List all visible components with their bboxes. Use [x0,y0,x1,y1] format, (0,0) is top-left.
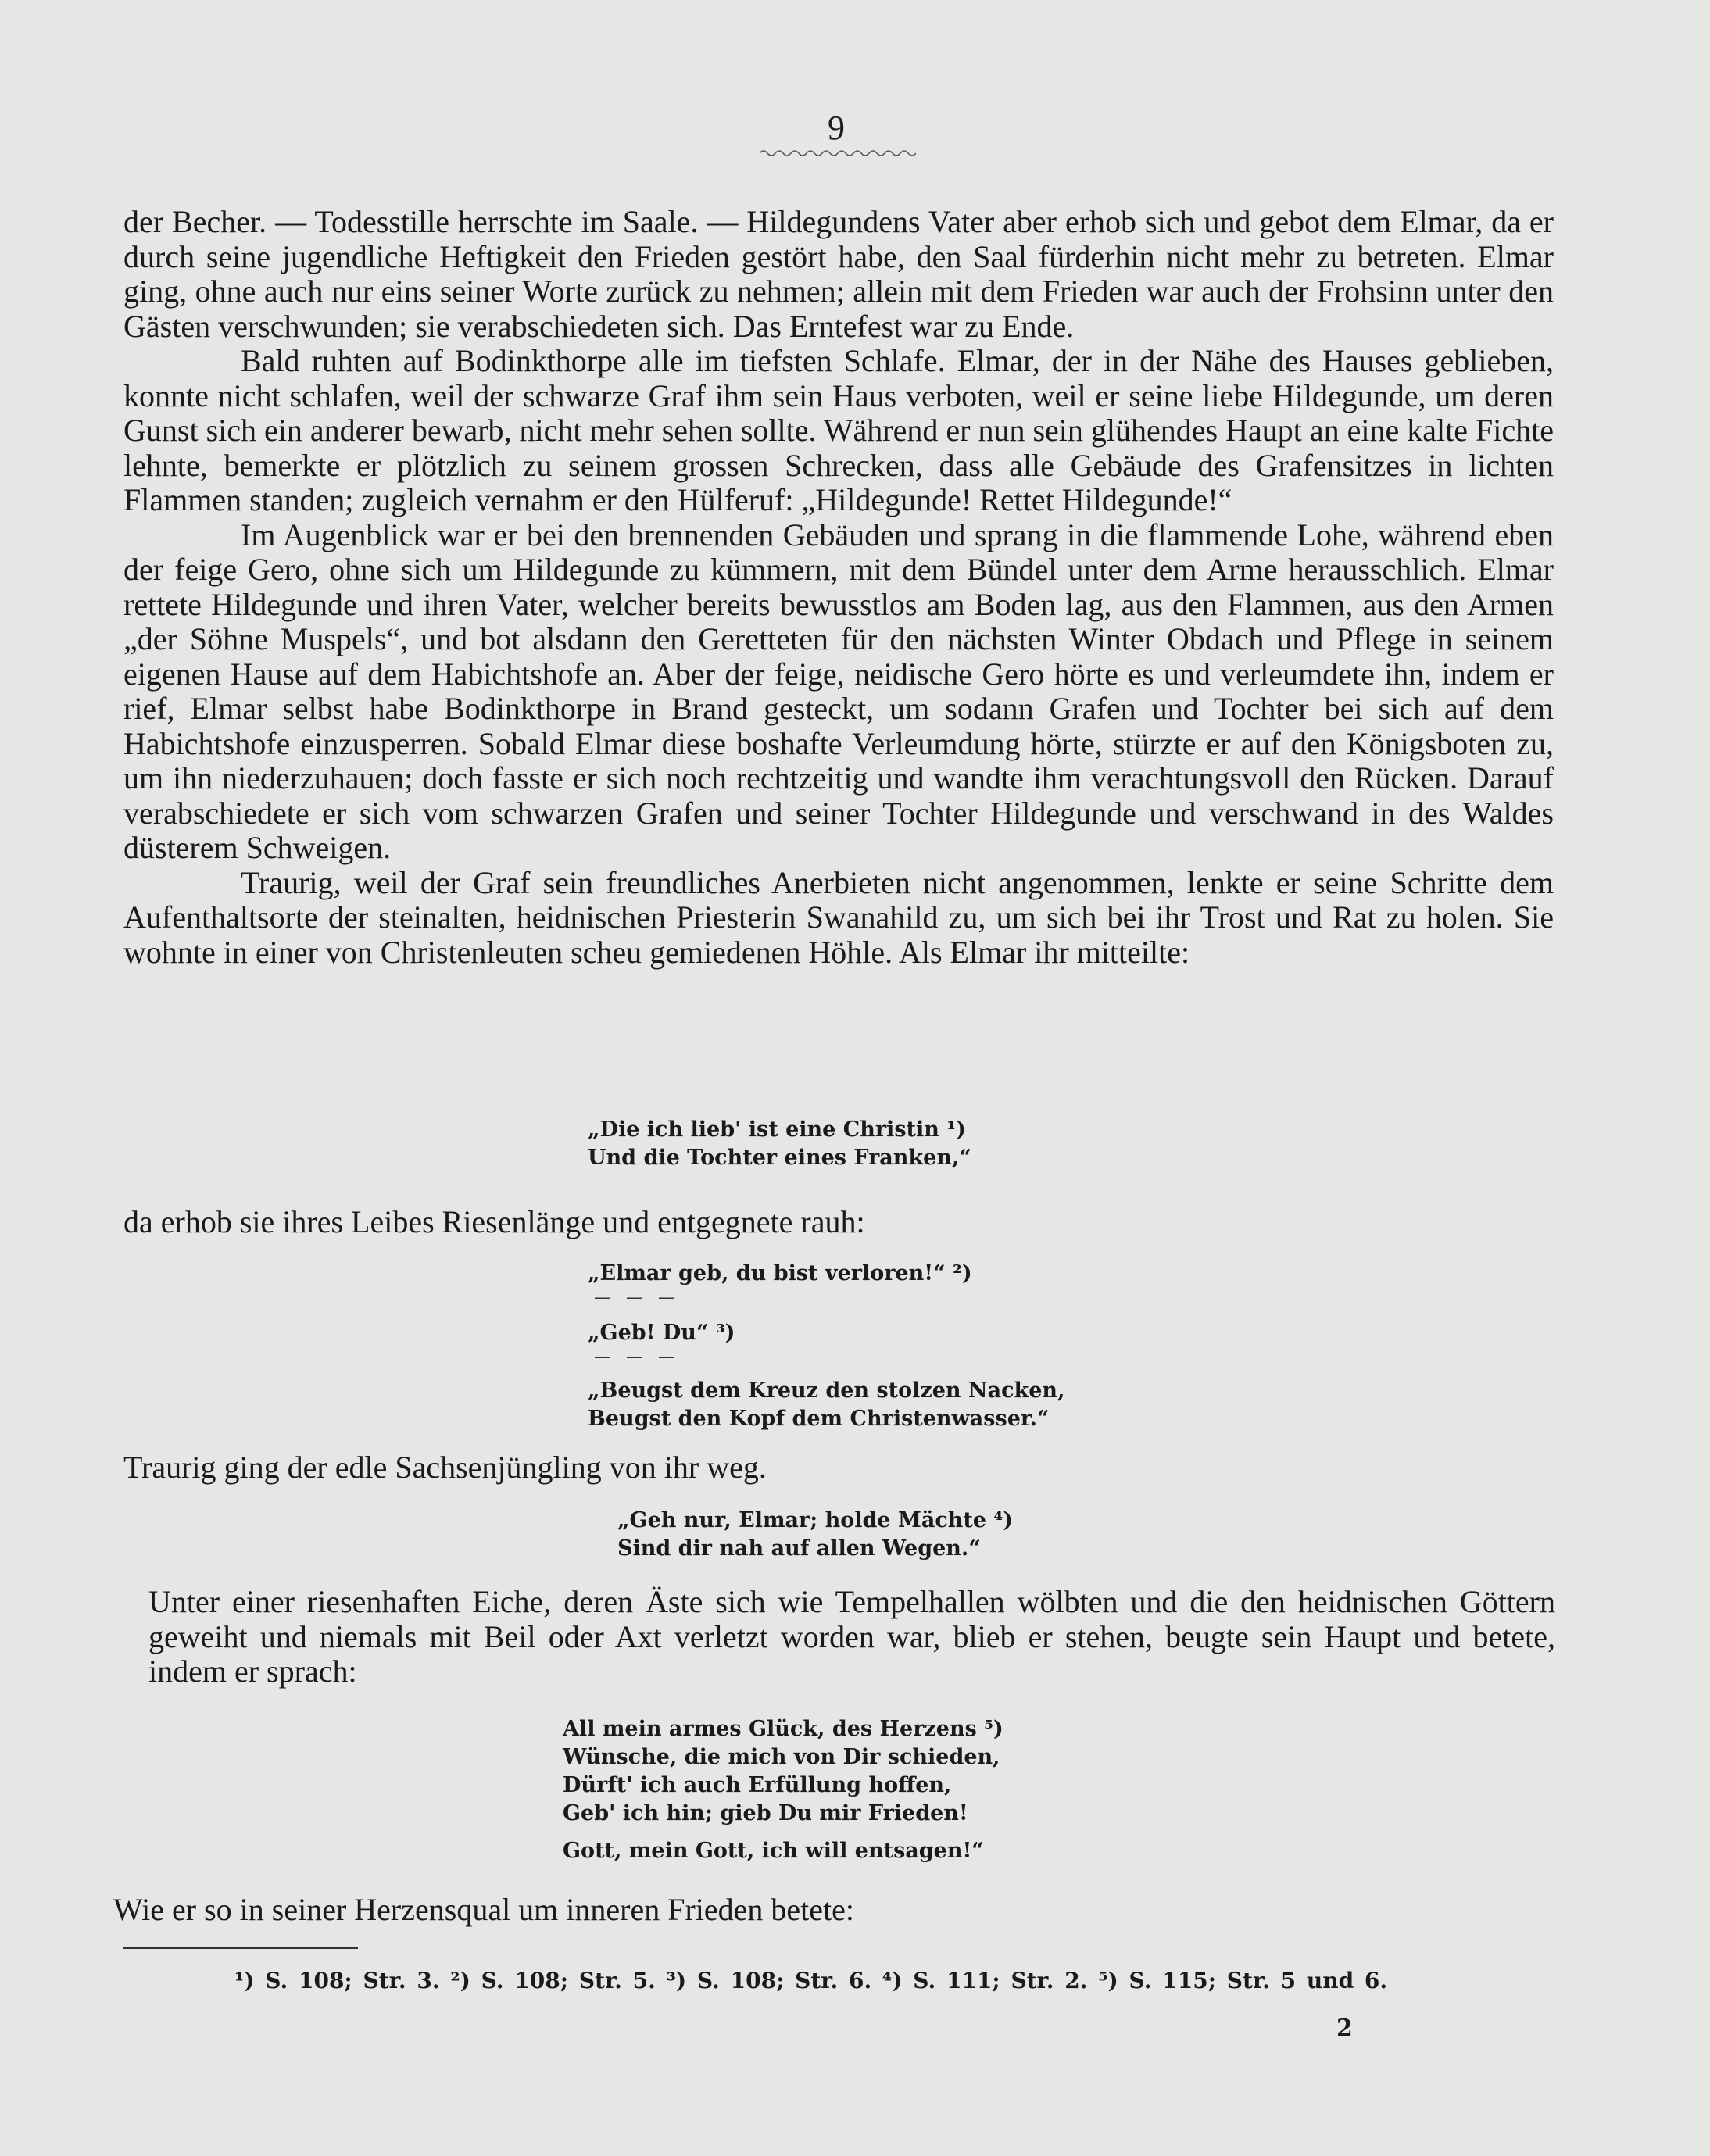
verse-line: Geb' ich hin; gieb Du mir Frieden! [563,1801,968,1825]
footnote-rule [123,1947,358,1949]
paragraph-4: Traurig, weil der Graf sein freundliches Anerbieten nicht angenommen, lenkte er seine Schritte dem Aufenthaltsorte der steinalten, heidnischen Priesterin Swanahild zu, um sich bei ihr Trost und Rat zu holen. Sie wohnte in einer von Christenleuten scheu gemiedenen Höhle. Als Elmar ihr mitteilte: [123,864,1554,970]
verse-line: „Geh nur, Elmar; holde Mächte ⁴) [617,1508,1014,1532]
text-line-sachsenjuengling: Traurig ging der edle Sachsenjüngling von ihr weg. [123,1450,767,1485]
verse-line: Gott, mein Gott, ich will entsagen!“ [563,1839,984,1863]
paragraph-oak: Unter einer riesenhaften Eiche, deren Äste sich wie Tempelhallen wölbten und die den heidnischen Göttern geweiht und niemals mit Beil oder Axt verletzt worden war, blieb er stehen, beugte sein Haupt und betete, indem er sprach: [148,1584,1555,1689]
text-line-riesenlaenge: da erhob sie ihres Leibes Riesenlänge und entgegnete rauh: [123,1204,865,1239]
quote-kreuz [588,1377,1064,1433]
verse-line: Und die Tochter eines Franken,“ [588,1146,971,1170]
verse-line: Beugst den Kopf dem Christenwasser.“ [588,1407,1050,1431]
page-number: 9 [828,109,845,147]
quote-christin [588,1116,971,1172]
verse-line: Wünsche, die mich von Dir schieden, [563,1745,1000,1769]
ornament-squiggle [760,147,916,159]
dash-separator: — — — [594,1347,680,1367]
paragraph-2: Bald ruhten auf Bodinkthorpe alle im tiefsten Schlafe. Elmar, der in der Nähe des Hauses geblieben, konnte nicht schlafen, weil der schwarze Graf ihm sein Haus verboten, weil er seine liebe Hildegunde, um deren Gunst sich ein anderer bewarb, nicht mehr sehen sollte. Während er nun sein glühendes Haupt an eine kalte Fichte lehnte, bemerkte er plötzlich zu seinem grossen Schrecken, dass alle Gebäude des Grafensitzes in lichten Flammen standen; zugleich vernahm er den Hülferuf: „Hildegunde! Rettet Hildegunde!“ [123,343,1554,517]
verse-line: Dürft' ich auch Erfüllung hoffen, [563,1773,952,1797]
paragraph-3: Im Augenblick war er bei den brennenden Gebäuden und sprang in die flammende Lohe, während eben der feige Gero, ohne sich um Hildegunde zu kümmern, mit dem Bündel unter dem Arme herausschlich. Elmar rettete Hildegunde und ihren Vater, welcher bereits bewusstlos am Boden lag, aus den Flammen, aus den Armen „der Söhne Muspels“, und bot alsdann den Geretteten für den nächsten Winter Obdach und Pflege in seinem eigenen Hause auf dem Habichtshofe an. Aber der feige, neidische Gero hörte es und verleumdete ihn, indem er rief, Elmar selbst habe Bodinkthorpe in Brand gesteckt, um sodann Grafen und Tochter bei sich auf dem Habichtshofe einzusperren. Sobald Elmar diese boshafte Verleumdung hörte, stürzte er auf den Königsboten zu, um ihn niederzuhauen; doch fasste er sich noch rechtzeitig und wandte ihm verachtungsvoll den Rücken. Darauf verabschiedete er sich vom schwarzen Grafen und seiner Tochter Hildegunde und verschwand in des Waldes düsterem Schweigen. [123,517,1554,865]
verse-line: All mein armes Glück, des Herzens ⁵) [563,1717,1003,1741]
quote-geb-du: „Geb! Du“ ³) [588,1321,735,1345]
verse-line: „Die ich lieb' ist eine Christin ¹) [588,1117,966,1142]
paragraph-1: der Becher. — Todesstille herrschte im Saale. — Hildegundens Vater aber erhob sich und gebot dem Elmar, da er durch seine jugendliche Heftigkeit den Frieden gestört habe, den Saal fürderhin nicht mehr zu betreten. Elmar ging, ohne auch nur eins seiner Worte zurück zu nehmen; allein mit dem Frieden war auch der Frohsinn unter den Gästen verschwunden; sie verabschiedeten sich. Das Erntefest war zu Ende. [123,204,1554,344]
quote-elmar-geb: „Elmar geb, du bist verloren!“ ²) [588,1261,972,1285]
verse-line: Sind dir nah auf allen Wegen.“ [617,1536,981,1561]
main-text-block [123,205,1554,970]
signature-mark: 2 [1336,2015,1353,2042]
prayer-verse [563,1715,1003,1865]
verse-line: „Beugst dem Kreuz den stolzen Nacken, [588,1378,1065,1403]
quote-geh-nur [617,1507,1013,1563]
footnotes: ¹) S. 108; Str. 3. ²) S. 108; Str. 5. ³) S. 108; Str. 6. ⁴) S. 111; Str. 2. ⁵) S. 115; Str. 5 und 6. [234,1968,1388,1993]
text-line-herzensqual: Wie er so in seiner Herzensqual um inneren Frieden betete: [113,1892,855,1927]
dash-separator: — — — [594,1288,680,1307]
